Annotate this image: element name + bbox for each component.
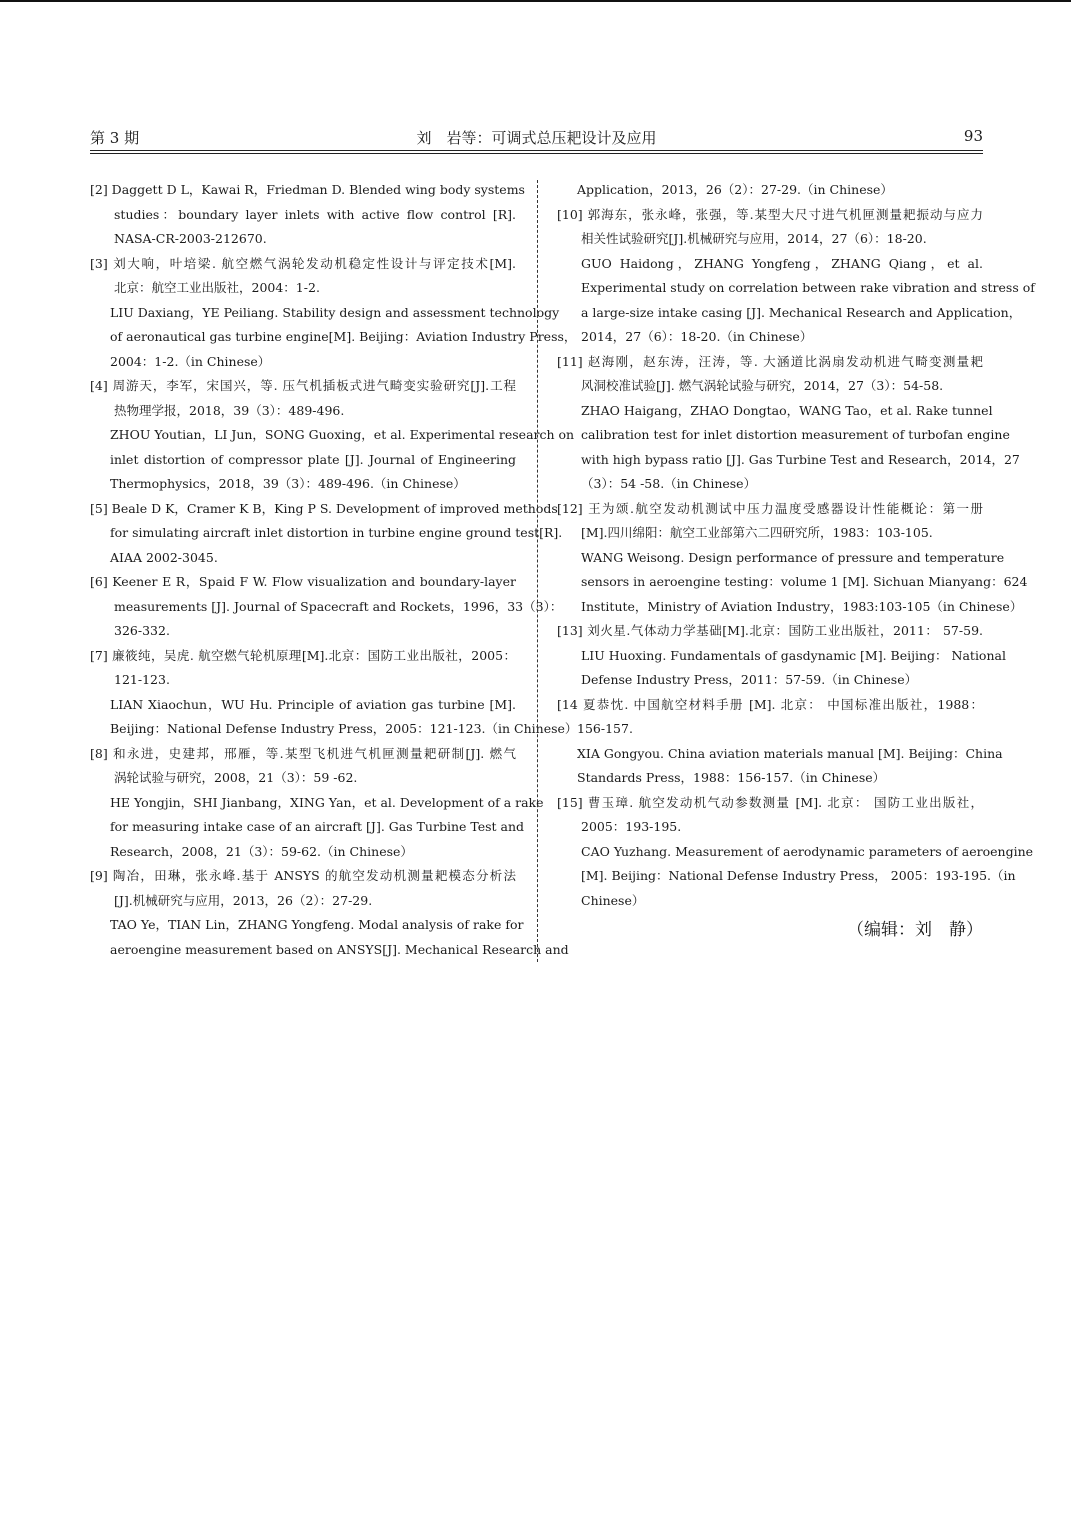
reference-line: LIU Huoxing. Fundamentals of gasdynamic [M]. Beijing： National	[581, 647, 1006, 663]
reference-line: a large-size intake casing [J]. Mechanical Research and Application，	[581, 304, 1022, 320]
editor-note: （编辑：刘 静）	[847, 920, 983, 940]
running-header	[90, 124, 983, 151]
reference-line: 2005：193-195.	[581, 819, 682, 834]
reference-line: inlet distortion of compressor plate [J]. Journal of Engineering	[110, 451, 516, 467]
reference-line: for measuring intake case of an aircraft [J]. Gas Turbine Test and	[110, 819, 525, 834]
reference-line: Research，2008，21（3）：59-62.（in Chinese）	[110, 843, 413, 859]
reference-line: WANG Weisong. Design performance of pressure and temperature	[581, 549, 1005, 565]
reference-line: 156-157.	[577, 721, 633, 736]
reference-line: [8] 和永进，史建邦，邢雁，等.某型飞机进气机匣测量耙研制[J]. 燃气	[90, 745, 516, 761]
reference-line: [7] 廉筱纯，吴虎. 航空燃气轮机原理[M].北京：国防工业出版社，2005：	[90, 647, 516, 663]
reference-line: LIU Daxiang，YE Peiliang. Stability design and assessment technology	[110, 304, 560, 320]
reference-line: for simulating aircraft inlet distortion in turbine engine ground test[R].	[110, 525, 563, 540]
reference-line: [6] Keener E R，Spaid F W. Flow visualization and boundary-layer	[90, 574, 516, 589]
reference-line: [15] 曹玉璋. 航空发动机气动参数测量 [M]. 北京： 国防工业出版社，	[557, 794, 983, 810]
reference-line: 2014，27（6）：18-20.（in Chinese）	[581, 329, 813, 344]
reference-line: （3）：54 -58.（in Chinese）	[581, 476, 757, 491]
reference-line: TAO Ye，TIAN Lin，ZHANG Yongfeng. Modal analysis of rake for	[110, 917, 524, 932]
reference-line: 2004：1-2.（in Chinese）	[110, 353, 271, 369]
reference-line: 326-332.	[114, 623, 170, 638]
reference-line: Thermophysics，2018，39（3）：489-496.（in Chinese）	[110, 476, 466, 491]
reference-line: [13] 刘火星.气体动力学基础[M].北京：国防工业出版社，2011： 57-59.	[557, 623, 983, 638]
reference-line: [10] 郭海东，张永峰，张强，等.某型大尺寸进气机匣测量耙振动与应力	[557, 206, 983, 222]
reference-line: NASA-CR-2003-212670.	[114, 231, 267, 246]
reference-line: [2] Daggett D L，Kawai R，Friedman D. Blended wing body systems	[90, 182, 525, 197]
reference-line: Experimental study on correlation between rake vibration and stress of	[581, 280, 1035, 295]
reference-line: of aeronautical gas turbine engine[M]. Beijing：Aviation Industry Press，	[110, 329, 577, 344]
reference-line: [9] 陶冶，田琳，张永峰.基于 ANSYS 的航空发动机测量耙模态分析法	[90, 868, 516, 883]
reference-line: 热物理学报，2018，39（3）：489-496.	[114, 402, 345, 418]
reference-line: sensors in aeroengine testing：volume 1 [M]. Sichuan Mianyang：624	[581, 574, 1028, 589]
reference-line: 风洞校准试验[J]. 燃气涡轮试验与研究，2014，27（3）：54-58.	[581, 378, 944, 393]
running-title: 刘 岩等：可调式总压耙设计及应用	[416, 129, 657, 147]
column-divider	[537, 180, 538, 962]
reference-line: ZHOU Youtian，LI Jun，SONG Guoxing，et al. Experimental research on	[110, 427, 575, 442]
reference-line: [M]. Beijing：National Defense Industry Press， 2005：193-195.（in	[581, 868, 1016, 883]
reference-line: [3] 刘大响，叶培梁. 航空燃气涡轮发动机稳定性设计与评定技术[M].	[90, 255, 516, 271]
header-double-rule	[90, 153, 983, 154]
reference-line: GUO Haidong，ZHANG Yongfeng，ZHANG Qiang，et al.	[581, 255, 983, 271]
reference-line: aeroengine measurement based on ANSYS[J]. Mechanical Research and	[110, 941, 569, 957]
reference-line: HE Yongjin，SHI Jianbang，XING Yan，et al. Development of a rake	[110, 794, 544, 810]
reference-line: with high bypass ratio [J]. Gas Turbine Test and Research，2014，27	[581, 451, 1020, 467]
reference-line: measurements [J]. Journal of Spacecraft and Rockets，1996，33（3）：	[114, 598, 563, 614]
reference-line: Standards Press，1988：156-157.（in Chinese）	[577, 770, 886, 785]
reference-line: Beijing：National Defense Industry Press，2005：121-123.（in Chinese）	[110, 721, 578, 736]
reference-line: studies：boundary layer inlets with active flow control [R].	[114, 206, 516, 222]
reference-line: XIA Gongyou. China aviation materials manual [M]. Beijing：China	[577, 745, 1003, 761]
reference-line: CAO Yuzhang. Measurement of aerodynamic parameters of aeroengine	[581, 843, 1034, 859]
reference-line: calibration test for inlet distortion measurement of turbofan engine	[581, 427, 1010, 442]
reference-line: Application，2013，26（2）：27-29.（in Chinese）	[577, 182, 893, 197]
reference-line: [4] 周游天，李军，宋国兴，等. 压气机插板式进气畸变实验研究[J].工程	[90, 378, 516, 393]
reference-line: AIAA 2002-3045.	[110, 549, 218, 565]
top-border-rule	[0, 0, 1071, 2]
reference-line: ZHAO Haigang，ZHAO Dongtao，WANG Tao，et al. Rake tunnel	[581, 402, 993, 418]
reference-line: LIAN Xiaochun，WU Hu. Principle of aviation gas turbine [M].	[110, 696, 516, 712]
reference-line: Defense Industry Press，2011：57-59.（in Chinese）	[581, 672, 918, 687]
references-right-column	[557, 178, 1035, 945]
reference-line: Institute，Ministry of Aviation Industry，1983:103-105（in Chinese）	[581, 598, 1023, 614]
reference-line: 北京：航空工业出版社，2004：1-2.	[114, 280, 320, 295]
reference-line: [12] 王为颂.航空发动机测试中压力温度受感器设计性能概论：第一册	[557, 500, 983, 516]
issue-number: 第 3 期	[90, 129, 140, 147]
references-left-column	[90, 178, 578, 962]
reference-line: 相关性试验研究[J].机械研究与应用，2014，27（6）：18-20.	[581, 231, 927, 246]
page-number: 93	[963, 127, 983, 145]
reference-line: Chinese）	[581, 892, 645, 908]
reference-line: [5] Beale D K，Cramer K B，King P S. Development of improved methods	[90, 500, 558, 516]
reference-line: 121-123.	[114, 672, 170, 687]
reference-line: [J].机械研究与应用，2013，26（2）：27-29.	[114, 892, 373, 908]
reference-line: [14 夏恭忱. 中国航空材料手册 [M]. 北京： 中国标准出版社，1988：	[557, 696, 983, 712]
reference-line: [M].四川绵阳：航空工业部第六二四研究所，1983：103-105.	[581, 525, 933, 540]
reference-line: 涡轮试验与研究，2008，21（3）：59 -62.	[114, 770, 358, 785]
reference-line: [11] 赵海刚，赵东涛，汪涛，等. 大涵道比涡扇发动机进气畸变测量耙	[557, 353, 983, 369]
